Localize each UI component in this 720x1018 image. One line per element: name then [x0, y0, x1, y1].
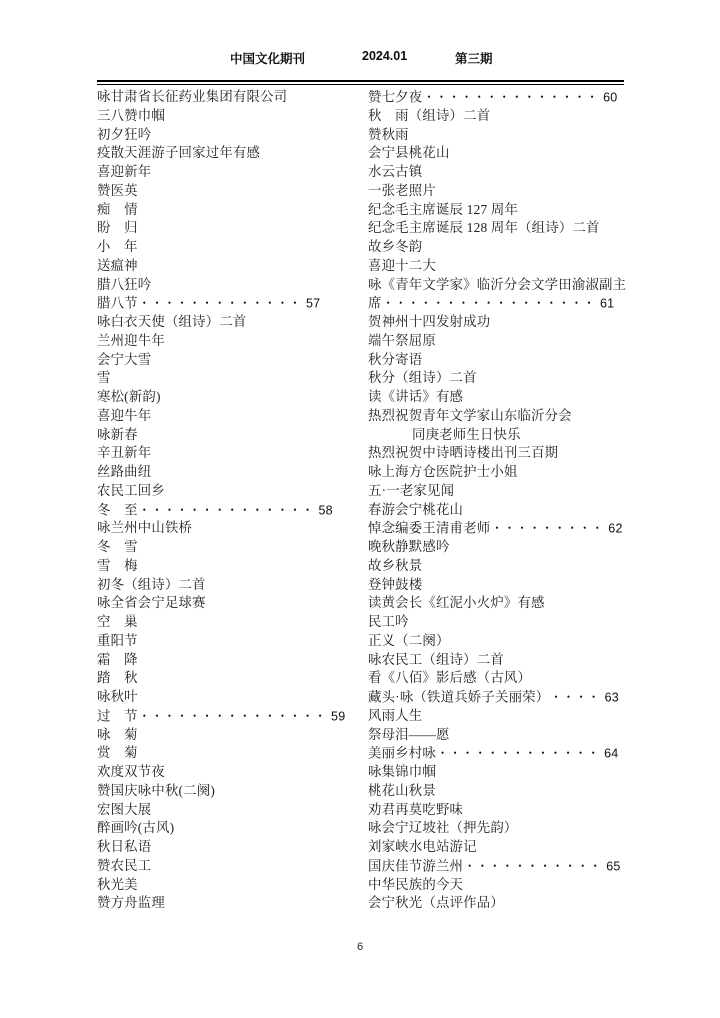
toc-entry: [97, 463, 368, 482]
leader-dots: ••••••••••••••: [427, 92, 604, 102]
entry-title: 腊八节: [97, 295, 138, 311]
entry-title: 藏头·咏（铁道兵娇子关丽荣）: [368, 689, 550, 705]
leader-dots: ••••: [554, 692, 605, 702]
toc-col-left: [97, 88, 368, 913]
entry-title: 咏甘肃省长征药业集团有限公司: [97, 89, 288, 104]
toc-entry: [97, 894, 368, 913]
toc-entry: [368, 276, 627, 295]
entry-title: 过 节: [97, 708, 138, 724]
toc-entry: [368, 801, 624, 820]
toc-entry: [368, 763, 624, 782]
entry-title: 故乡冬韵: [368, 239, 423, 254]
toc-entry: [368, 88, 624, 107]
entry-title: 咏《青年文学家》临沂分会文学田渝淑副主: [368, 276, 627, 292]
toc-entry: [97, 182, 368, 201]
toc-entry: [97, 444, 368, 463]
toc-entry: [97, 257, 368, 276]
entry-title: 雪 梅: [97, 557, 138, 573]
entry-title: 读《讲话》有感: [368, 389, 464, 404]
toc-entry: [97, 313, 368, 332]
entry-page-number: 64: [604, 746, 619, 761]
entry-title: 会宁县桃花山: [368, 145, 450, 161]
toc-col-right: [368, 88, 627, 913]
toc-entry: [97, 838, 368, 857]
entry-title: 赞医英: [97, 182, 138, 198]
page-number: 6: [356, 941, 364, 953]
toc-entry: [97, 576, 368, 595]
entry-title: 赞农民工: [97, 857, 152, 873]
entry-title: 初夕狂吟: [97, 126, 152, 142]
toc-entry: [368, 894, 624, 913]
entry-title: 美丽乡村咏: [368, 745, 436, 761]
entry-title: 咏上海方仓医院护士小姐: [368, 464, 518, 479]
entry-title: 纪念毛主席诞辰 128 周年（组诗）二首: [368, 220, 600, 236]
entry-title: 一张老照片: [368, 182, 436, 198]
leader-dots: •••••••••: [495, 523, 609, 534]
toc-entry: [97, 369, 368, 388]
entry-title: 咏会宁辽坡社（押先韵）: [368, 820, 518, 836]
toc-entry: [97, 782, 368, 801]
toc-entry: [368, 688, 624, 707]
toc-entry: [97, 238, 368, 257]
entry-title: 秋日私语: [97, 839, 152, 854]
toc-entry: [368, 819, 624, 838]
toc-entry: [368, 519, 624, 538]
toc-entry: [97, 163, 368, 182]
toc-entry: [368, 669, 624, 688]
entry-title: 盼 归: [97, 220, 138, 236]
entry-title: 咏白衣天使（组诗）二首: [97, 314, 247, 329]
entry-title: 咏新春: [97, 426, 138, 442]
entry-title: 桃花山秋景: [368, 782, 436, 798]
entry-title: 雪: [97, 370, 111, 386]
toc-entry: [97, 107, 368, 126]
entry-title: 送瘟神: [97, 257, 138, 273]
toc-entry: [97, 819, 368, 838]
entry-title: 赞方舟监理: [97, 895, 165, 911]
entry-title: 咏秋叶: [97, 689, 138, 704]
toc-entry: [368, 538, 624, 557]
entry-title: 喜迎新年: [97, 164, 152, 179]
entry-title: 赞国庆咏中秋(二阕): [97, 782, 216, 798]
toc-entry: [368, 332, 624, 351]
toc-entry: [368, 707, 624, 726]
entry-title: 秋分（组诗）二首: [368, 370, 477, 386]
entry-page-number: 57: [305, 296, 321, 311]
toc-entry: [368, 838, 624, 857]
entry-title: 祭母泪——愿: [368, 726, 450, 742]
entry-title: 劝君再莫吃野味: [368, 801, 464, 817]
entry-title: 丝路曲纽: [97, 464, 152, 479]
entry-title: 喜迎十二大: [368, 257, 436, 273]
entry-title: 喜迎牛年: [97, 407, 152, 423]
entry-title: 咏 菊: [97, 726, 138, 742]
toc-entry: [97, 857, 368, 876]
leader-dots: •••••••••••••: [440, 748, 605, 759]
leader-dots: ••••••••••••••: [142, 504, 319, 515]
entry-title: 咏农民工（组诗）二首: [368, 651, 504, 667]
toc-entry: [97, 744, 368, 763]
entry-title: 冬 雪: [97, 539, 138, 554]
entry-title: 赞七夕夜: [368, 89, 423, 105]
toc-entry: [368, 501, 624, 520]
entry-title: 寒松(新韵): [97, 389, 161, 404]
toc-entry: [368, 182, 624, 201]
entry-title: 秋 雨（组诗）二首: [368, 107, 491, 123]
entry-title: 秋光美: [97, 876, 138, 892]
toc-entry: [97, 126, 368, 145]
toc-entry: [368, 369, 624, 388]
entry-title: 纪念毛主席诞辰 127 周年: [368, 201, 519, 217]
entry-title: 悼念编委王清甫老师: [368, 520, 491, 536]
toc-entry: [97, 144, 368, 163]
toc-entry: [97, 482, 368, 501]
toc-entry: [97, 219, 368, 238]
leader-dots: •••••••••••••: [142, 298, 306, 309]
entry-title: 冬 至: [97, 502, 138, 517]
header-issue-date: 2024.01: [362, 49, 408, 63]
entry-title: 霜 降: [97, 651, 138, 667]
toc-entry: [97, 876, 368, 895]
entry-page-number: 63: [604, 690, 619, 705]
leader-dots: •••••••••••: [468, 860, 607, 871]
entry-title: 辛丑新年: [97, 445, 152, 461]
entry-title: 痴 情: [97, 201, 138, 217]
entry-page-number: 58: [318, 503, 333, 517]
entry-page-number: 60: [603, 90, 618, 105]
toc-entry: [97, 388, 368, 407]
entry-title: 热烈祝贺中诗晒诗楼出刊三百期: [368, 445, 559, 461]
toc-entry: [97, 201, 368, 220]
toc-entry: [368, 388, 624, 407]
toc-entry: [368, 351, 624, 370]
entry-title: 踏 秋: [97, 670, 138, 686]
entry-title: 农民工回乡: [97, 482, 165, 498]
entry-title: 咏全省会宁足球赛: [97, 595, 206, 611]
entry-title: 热烈祝贺青年文学家山东临沂分会: [368, 407, 572, 423]
toc-columns: [97, 88, 627, 913]
entry-title: 宏图大展: [97, 801, 152, 817]
entry-title: 同庚老师生日快乐: [412, 426, 521, 442]
entry-title: 重阳节: [97, 632, 138, 648]
entry-title: 看《八佰》影后感（古风）: [368, 670, 532, 686]
entry-title: 醉画吟(古风): [97, 820, 175, 836]
toc-entry: [368, 557, 624, 576]
entry-page-number: 62: [608, 521, 623, 536]
toc-entry: [97, 538, 368, 557]
header-issue-number: 第三期: [455, 52, 493, 66]
entry-title: 水云古镇: [368, 164, 423, 179]
entry-title: 秋分寄语: [368, 351, 423, 367]
entry-title: 咏集锦巾帼: [368, 764, 436, 779]
entry-title: 登钟鼓楼: [368, 576, 423, 592]
toc-entry: [97, 407, 368, 426]
toc-entry: [368, 482, 624, 501]
toc-entry: [97, 88, 368, 107]
entry-title: 贺神州十四发射成功: [368, 314, 491, 329]
toc-entry: [97, 426, 368, 445]
toc-entry: [368, 294, 624, 313]
toc-entry: [97, 669, 368, 688]
toc-entry: [97, 276, 368, 295]
header-divider-double-rule: [97, 80, 624, 85]
entry-page-number: 65: [606, 859, 621, 874]
toc-entry: [97, 632, 368, 651]
toc-entry: [368, 238, 624, 257]
entry-title: 赞秋雨: [368, 126, 409, 142]
entry-title: 五·一老家见闻: [368, 482, 455, 498]
toc-entry: [368, 576, 624, 595]
toc-entry: [368, 632, 624, 651]
entry-title: 民工吟: [368, 614, 409, 629]
entry-title: 正义（二阕）: [368, 632, 450, 648]
entry-title: 读黄会长《红泥小火炉》有感: [368, 595, 545, 611]
entry-title: 中华民族的今天: [368, 876, 464, 892]
entry-title: 国庆佳节游兰州: [368, 858, 464, 874]
entry-title: 故乡秋景: [368, 557, 423, 573]
toc-entry: [368, 651, 624, 670]
toc-entry: [368, 613, 624, 632]
toc-entry: [368, 219, 624, 238]
entry-title: 端午祭屈原: [368, 332, 436, 348]
entry-page-number: 61: [599, 296, 615, 311]
toc-entry: [97, 613, 368, 632]
toc-entry: [97, 351, 368, 370]
entry-title: 春游会宁桃花山: [368, 501, 464, 517]
entry-title: 腊八狂吟: [97, 276, 152, 292]
toc-entry: [97, 501, 368, 520]
entry-title: 疫散天涯游子回家过年有感: [97, 145, 261, 161]
toc-entry: [97, 651, 368, 670]
toc-entry: [368, 876, 624, 895]
entry-title: 会宁秋光（点评作品）: [368, 895, 504, 911]
toc-entry: [97, 801, 368, 820]
toc-entry: [368, 726, 624, 745]
toc-entry: [368, 407, 624, 426]
entry-title: 会宁大雪: [97, 351, 152, 367]
toc-entry: [97, 294, 368, 313]
toc-entry: [97, 557, 368, 576]
toc-entry: [97, 707, 368, 726]
toc-entry: [368, 782, 624, 801]
toc-entry: [97, 332, 368, 351]
toc-entry: [97, 594, 368, 613]
toc-entry: [368, 107, 624, 126]
toc-entry: [368, 163, 624, 182]
leader-dots: •••••••••••••••: [142, 710, 332, 721]
toc-entry: [368, 444, 624, 463]
entry-page-number: 59: [331, 709, 346, 724]
toc-entry: [368, 144, 624, 163]
leader-dots: •••••••••••••••••: [386, 298, 600, 309]
toc-entry: [97, 519, 368, 538]
toc-entry: [97, 726, 368, 745]
entry-title: 风雨人生: [368, 707, 423, 723]
toc-entry: [97, 763, 368, 782]
entry-title: 晚秋静默感吟: [368, 539, 450, 554]
entry-title: 小 年: [97, 239, 138, 254]
entry-title: 初冬（组诗）二首: [97, 576, 206, 592]
entry-title: 刘家峡水电站游记: [368, 839, 477, 854]
toc-entry: [368, 463, 624, 482]
entry-title: 咏兰州中山铁桥: [97, 520, 193, 536]
entry-title: 三八赞巾帼: [97, 107, 165, 123]
toc-entry: [368, 313, 624, 332]
toc-entry: [368, 426, 624, 445]
header-journal-title: 中国文化期刊: [230, 52, 306, 66]
entry-title: 兰州迎牛年: [97, 332, 165, 348]
toc-entry: [97, 688, 368, 707]
toc-entry: [368, 126, 624, 145]
entry-title: 欢度双节夜: [97, 764, 165, 779]
toc-entry: [368, 201, 624, 220]
toc-entry: [368, 594, 624, 613]
toc-entry: [368, 744, 624, 763]
toc-entry: [368, 857, 624, 876]
entry-title: 赏 菊: [97, 745, 138, 761]
toc-entry: [368, 257, 624, 276]
entry-title: 席: [368, 295, 382, 311]
entry-title: 空 巢: [97, 614, 138, 629]
